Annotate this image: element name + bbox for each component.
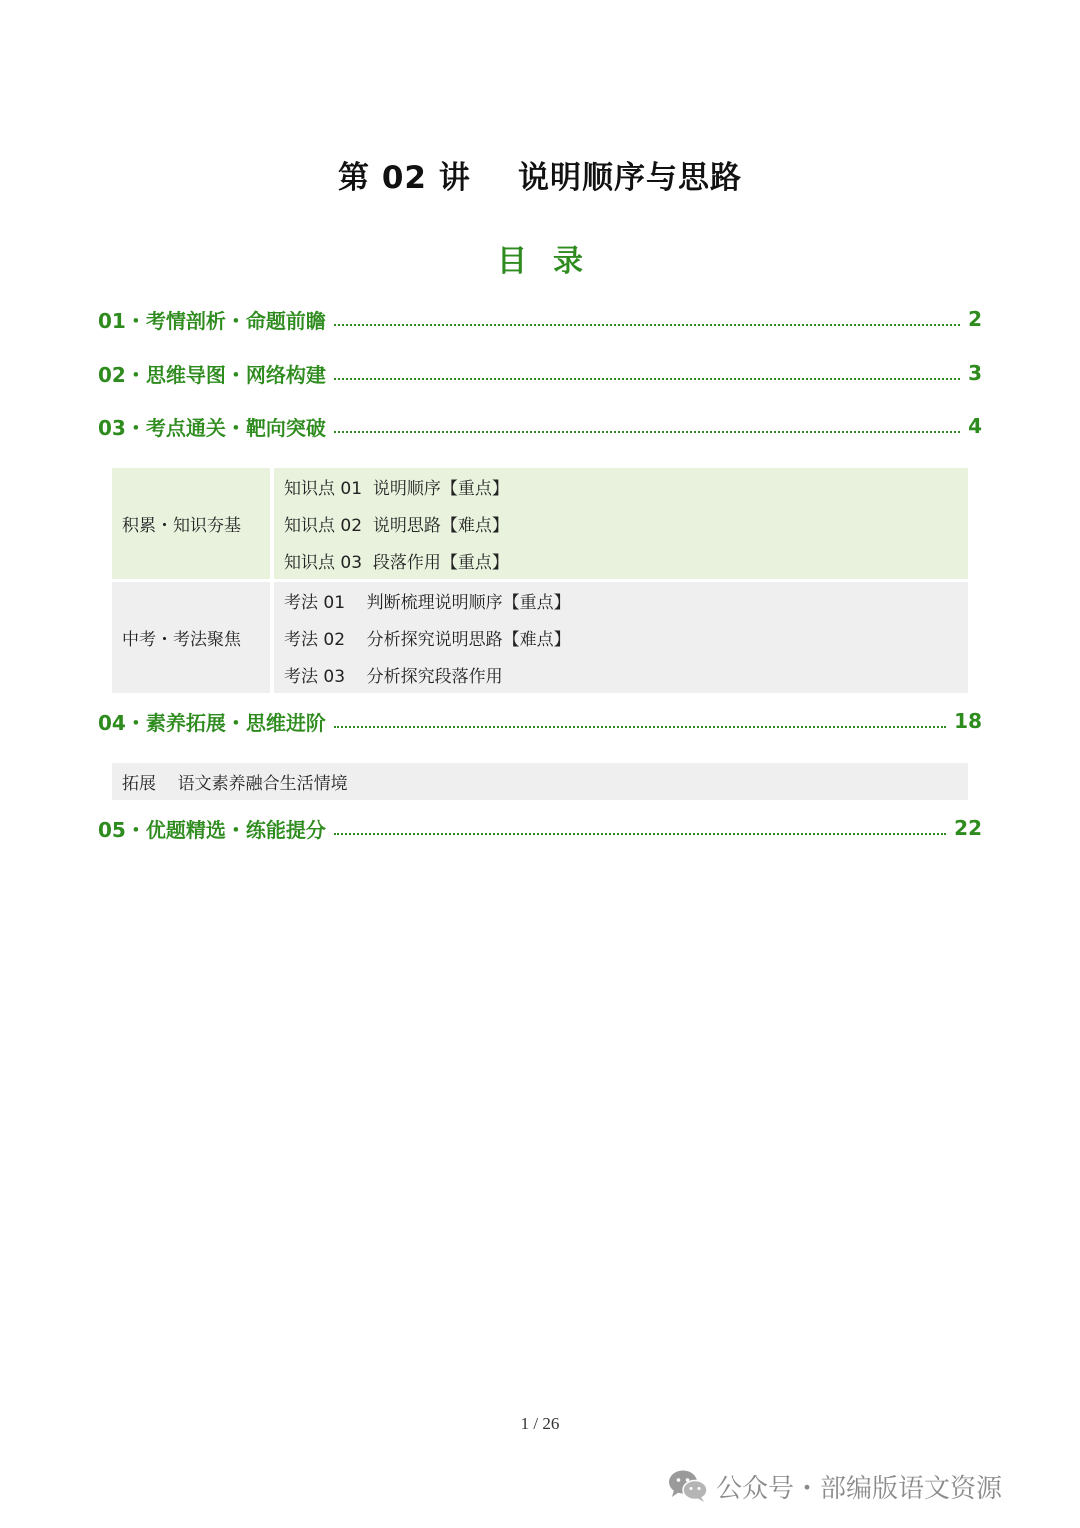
watermark [668,1466,1002,1506]
toc-entry-03[interactable] [98,411,982,441]
toc-entry-01[interactable] [98,304,982,334]
wechat-icon [668,1469,708,1503]
toc-entry-page: 22 [954,816,982,840]
exam-item[interactable]: 考法 02 分析探究说明思路【难点】 [284,630,571,650]
page-number: 1 / 26 [520,1414,560,1433]
exam-items [274,582,968,693]
toc-entry-label: 05・优题精选・练能提分 [98,817,326,842]
knowledge-block [112,468,968,579]
toc-entry-page: 4 [968,414,982,438]
toc-dot-leader [334,726,946,728]
toc-entry-label: 01・考情剖析・命题前瞻 [98,308,326,333]
toc-dot-leader [334,833,946,835]
toc-entry-page: 3 [968,361,982,385]
toc-entry-05[interactable] [98,813,982,843]
toc-entry-page: 2 [968,307,982,331]
toc-entry-page: 18 [954,709,982,733]
exam-item[interactable]: 考法 03 分析探究段落作用 [284,667,503,687]
exam-item[interactable]: 考法 01 判断梳理说明顺序【重点】 [284,593,571,613]
toc-dot-leader [334,324,960,326]
watermark-text: 公众号・部编版语文资源 [716,1473,1003,1504]
toc-entry-04[interactable] [98,706,982,736]
toc-dot-leader [334,378,960,380]
toc-heading: 目录 [497,244,609,279]
knowledge-item[interactable]: 知识点 03 段落作用【重点】 [284,553,509,573]
knowledge-items [274,468,968,579]
page-title: 第 02 讲 说明顺序与思路 [338,160,742,196]
extension-row[interactable]: 拓展 语文素养融合生活情境 [112,763,968,800]
knowledge-item[interactable]: 知识点 02 说明思路【难点】 [284,516,509,536]
toc-dot-leader [334,431,960,433]
exam-block [112,582,968,693]
knowledge-item[interactable]: 知识点 01 说明顺序【重点】 [284,479,509,499]
toc-entry-02[interactable] [98,358,982,388]
toc-entry-label: 03・考点通关・靶向突破 [98,415,326,440]
exam-category: 中考・考法聚焦 [112,582,270,693]
knowledge-category: 积累・知识夯基 [112,468,270,579]
toc-entry-label: 02・思维导图・网络构建 [98,362,326,387]
toc-entry-label: 04・素养拓展・思维进阶 [98,710,326,735]
